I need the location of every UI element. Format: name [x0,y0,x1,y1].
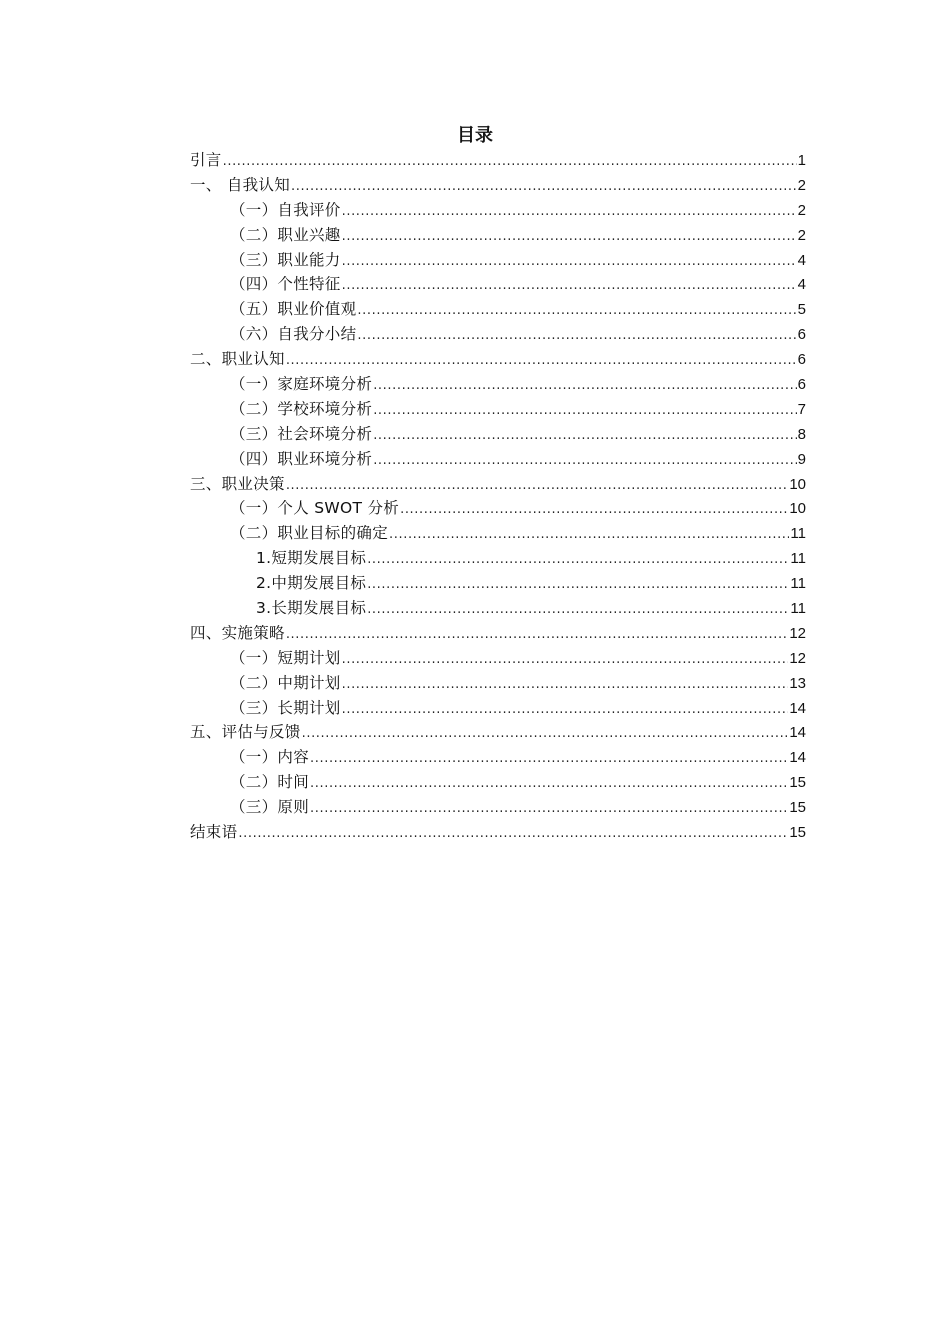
toc-page-number: 4 [797,276,806,294]
toc-dot-leader [291,175,797,198]
toc-entry-title: （三）长期计划 [230,698,341,717]
toc-dot-leader [400,498,788,521]
toc-entry-title: 1.短期发展目标 [256,549,367,568]
toc-entry[interactable] [190,671,806,696]
toc-dot-leader [342,225,797,248]
toc-dot-leader [373,399,796,422]
toc-entry[interactable] [190,596,806,621]
toc-dot-leader [310,747,788,770]
toc-entry-title: （三）原则 [230,798,310,817]
toc-entry[interactable] [190,546,806,571]
toc-dot-leader [367,548,789,571]
toc-page-number: 6 [797,376,806,394]
toc-entry-title: （六）自我分小结 [230,325,357,344]
toc-page-number: 10 [789,475,806,493]
toc-entry-title: （五）职业价值观 [230,300,357,319]
toc-entry-title: （一）自我评价 [230,200,341,219]
toc-page-number: 11 [790,575,806,593]
toc-entry[interactable] [190,621,806,646]
toc-dot-leader [310,772,788,795]
toc-dot-leader [373,424,796,447]
toc-page-number: 7 [797,400,806,418]
toc-entry-title: （二）职业兴趣 [230,225,341,244]
toc-entry[interactable] [190,422,806,447]
table-of-contents [190,148,806,845]
toc-page-number: 5 [797,301,806,319]
toc-page-number: 9 [797,450,806,468]
toc-entry[interactable] [190,496,806,521]
toc-entry-title: （二）职业目标的确定 [230,524,389,543]
toc-entry[interactable] [190,198,806,223]
toc-entry-title: （一）个人 SWOT 分析 [230,499,400,518]
toc-entry-title: 引言 [190,151,222,169]
toc-entry[interactable] [190,745,806,770]
toc-entry-title: 3.长期发展目标 [256,599,367,618]
toc-entry[interactable] [190,272,806,297]
toc-dot-leader [357,324,796,347]
toc-entry-title: （三）社会环境分析 [230,424,373,443]
toc-page-number: 13 [789,674,806,692]
toc-page-number: 14 [789,749,806,767]
toc-entry[interactable] [190,372,806,397]
toc-page-number: 15 [789,799,806,817]
toc-entry[interactable] [190,696,806,721]
toc-entry-title: （二）中期计划 [230,673,341,692]
toc-entry[interactable] [190,820,806,845]
toc-page-number: 2 [797,176,806,194]
toc-entry[interactable] [190,521,806,546]
toc-entry[interactable] [190,472,806,497]
toc-entry[interactable] [190,297,806,322]
toc-dot-leader [367,573,789,596]
toc-dot-leader [286,474,789,497]
toc-page-number: 14 [789,724,806,742]
toc-dot-leader [342,250,797,273]
toc-entry-title: 一、 自我认知 [190,175,291,194]
toc-entry-title: （一）家庭环境分析 [230,375,373,394]
toc-dot-leader [373,449,796,472]
toc-dot-leader [367,598,789,621]
toc-dot-leader [373,374,796,397]
toc-title: 目录 [457,125,493,146]
toc-page-number: 2 [797,201,806,219]
toc-entry-title: （三）职业能力 [230,250,341,269]
toc-page-number: 10 [789,500,806,518]
toc-entry-title: （一）内容 [230,748,310,767]
toc-entry[interactable] [190,322,806,347]
toc-page-number: 12 [789,649,806,667]
toc-entry-title: 三、职业决策 [190,474,285,493]
toc-entry-title: （四）个性特征 [230,275,341,294]
toc-entry-title: （一）短期计划 [230,648,341,667]
toc-entry[interactable] [190,248,806,273]
toc-entry-title: 五、评估与反馈 [190,723,301,742]
toc-dot-leader [223,150,797,173]
toc-dot-leader [342,274,797,297]
toc-dot-leader [342,673,789,696]
toc-dot-leader [238,822,788,845]
toc-dot-leader [357,299,796,322]
toc-page-number: 11 [790,550,806,568]
toc-entry-title: （四）职业环境分析 [230,449,373,468]
toc-entry-title: 2.中期发展目标 [256,574,367,593]
toc-entry[interactable] [190,173,806,198]
toc-entry[interactable] [190,770,806,795]
toc-entry-title: （二）学校环境分析 [230,399,373,418]
toc-entry[interactable] [190,223,806,248]
toc-dot-leader [342,648,789,671]
toc-entry-title: （二）时间 [230,773,310,792]
toc-entry-title: 四、实施策略 [190,623,285,642]
toc-entry[interactable] [190,646,806,671]
toc-page-number: 2 [797,226,806,244]
toc-page-number: 1 [797,152,806,169]
toc-page-number: 12 [789,624,806,642]
toc-entry[interactable] [190,720,806,745]
toc-page-number: 14 [789,699,806,717]
toc-entry[interactable] [190,347,806,372]
toc-page-number: 11 [790,600,806,618]
toc-dot-leader [389,523,789,546]
toc-entry[interactable] [190,397,806,422]
toc-page-number: 8 [797,425,806,443]
toc-dot-leader [302,722,789,745]
toc-dot-leader [342,200,797,223]
toc-page-number: 15 [789,824,806,842]
toc-entry[interactable] [190,447,806,472]
toc-dot-leader [342,698,789,721]
toc-page-number: 4 [797,251,806,269]
toc-page-number: 6 [797,326,806,344]
toc-page-number: 6 [797,351,806,369]
toc-entry[interactable] [190,571,806,596]
toc-entry-title: 结束语 [190,823,238,842]
toc-dot-leader [286,349,797,372]
toc-dot-leader [310,797,788,820]
toc-entry[interactable] [190,795,806,820]
toc-entry[interactable] [190,148,806,173]
toc-page-number: 11 [790,525,806,543]
toc-dot-leader [286,623,789,646]
toc-page-number: 15 [789,774,806,792]
toc-entry-title: 二、职业认知 [190,350,285,369]
